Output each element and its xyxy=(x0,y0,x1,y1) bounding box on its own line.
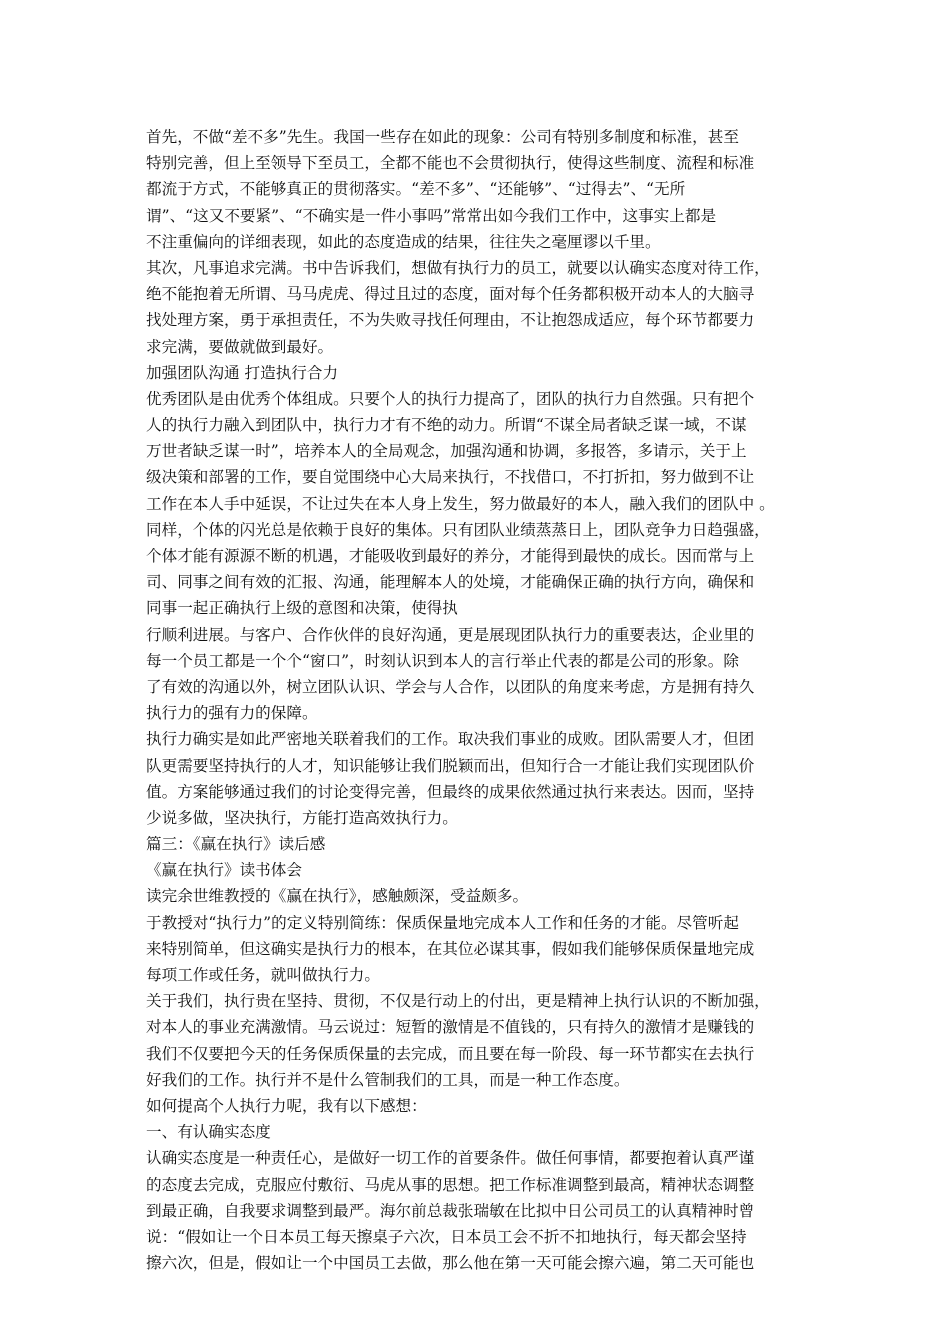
text-line: 首先，不做“差不多”先生。我国一些存在如此的现象：公司有特别多制度和标准，甚至 xyxy=(146,128,739,146)
text-line: 值。方案能够通过我们的讨论变得完善，但最终的成果依然通过执行来表达。因而，坚持 xyxy=(146,782,755,801)
text-line: 认确实态度是一种责任心，是做好一切工作的首要条件。做任何事情，都要抱着认真严谨 xyxy=(146,1149,755,1168)
document-body xyxy=(146,124,818,1276)
text-line: 的态度去完成，克服应付敷衍、马虎从事的思想。把工作标准调整到最高，精神状态调整 xyxy=(146,1175,755,1194)
text-line: 不注重偏向的详细表现，如此的态度造成的结果，往往失之毫厘谬以千里。 xyxy=(146,232,661,251)
text-line: 级决策和部署的工作，要自觉围绕中心大局来执行，不找借口，不打折扣，努力做到不让 xyxy=(146,468,755,487)
text-line: 个体才能有源源不断的机遇，才能吸收到最好的养分，才能得到最快的成长。因而常与上 xyxy=(146,547,755,565)
text-line: 人的执行力融入到团队中，执行力才有不绝的动力。所谓“不谋全局者缺乏谋一域，不谋 xyxy=(146,416,747,435)
text-line: 来特别简单，但这确实是执行力的根本，在其位必谋其事，假如我们能够保质保量地完成 xyxy=(146,939,755,958)
text-line: 特别完善，但上至领导下至员工，全都不能也不会贯彻执行，使得这些制度、流程和标准 xyxy=(146,154,755,173)
text-line: 如何提高个人执行力呢，我有以下感想： xyxy=(146,1096,427,1115)
text-line: 对本人的事业充满激情。马云说过：短暂的激情是不值钱的，只有持久的激情才是赚钱的 xyxy=(146,1018,755,1037)
text-line: 了有效的沟通以外，树立团队认识、学会与人合作，以团队的角度来考虑，方是拥有持久 xyxy=(146,677,755,696)
text-line: 读完余世维教授的《赢在执行》，感触颇深，受益颇多。 xyxy=(146,887,529,906)
text-line: 行顺利进展。与客户、合作伙伴的良好沟通，更是展现团队执行力的重要表达，企业里的 xyxy=(146,625,755,644)
text-line: 到最正确，自我要求调整到最严。海尔前总裁张瑞敏在比拟中日公司员工的认真精神时曾 xyxy=(146,1201,755,1220)
section-heading: 《赢在执行》读书体会 xyxy=(146,861,302,880)
text-line: 同事一起正确执行上级的意图和决策，使得执 xyxy=(146,599,458,618)
text-line: 队更需要坚持执行的人才，知识能够让我们脱颖而出，但知行合一才能让我们实现团队价 xyxy=(146,756,755,775)
chapter-title: 篇三：《赢在执行》读后感 xyxy=(146,835,326,854)
text-line: 擦六次，但是，假如让一个中国员工去做，那么他在第一天可能会擦六遍，第二天可能也 xyxy=(146,1254,755,1273)
text-line: 每一个员工都是一个个“窗口”，时刻认识到本人的言行举止代表的都是公司的形象。除 xyxy=(146,651,739,670)
text-line: 求完满，要做就做到最好。 xyxy=(146,337,334,356)
text-line: 说：“假如让一个日本员工每天擦桌子六次，日本员工会不折不扣地执行，每天都会坚持 xyxy=(146,1227,747,1246)
text-line: 万世者缺乏谋一时”，培养本人的全局观念，加强沟通和协调，多报答，多请示，关于上 xyxy=(146,442,747,461)
text-line: 关于我们，执行贵在坚持、贯彻，不仅是行动上的付出，更是精神上执行认识的不断加强， xyxy=(146,992,770,1011)
text-line: 我们不仅要把今天的任务保质保量的去完成，而且要在每一阶段、每一环节都实在去执行 xyxy=(146,1044,755,1063)
text-line: 工作在本人手中延误，不让过失在本人身上发生，努力做最好的本人，融入我们的团队中 。 xyxy=(146,494,775,513)
text-line: 司、同事之间有效的汇报、沟通，能理解本人的处境，才能确保正确的执行方向，确保和 xyxy=(146,573,755,592)
text-line: 绝不能抱着无所谓、马马虎虎、得过且过的态度，面对每个任务都积极开动本人的大脑寻 xyxy=(146,285,755,304)
section-heading: 加强团队沟通 打造执行合力 xyxy=(146,363,339,382)
text-line: 优秀团队是由优秀个体组成。只要个人的执行力提高了，团队的执行力自然强。只有把个 xyxy=(146,389,755,408)
text-line: 好我们的工作。执行并不是什么管制我们的工具，而是一种工作态度。 xyxy=(146,1070,630,1089)
section-heading: 一、有认确实态度 xyxy=(146,1123,271,1142)
text-line: 谓”、“这又不要紧”、“不确实是一件小事吗”常常出如今我们工作中，这事实上都是 xyxy=(146,206,717,225)
text-line: 执行力确实是如此严密地关联着我们的工作。取决我们事业的成败。团队需要人才，但团 xyxy=(146,730,755,749)
text-line: 于教授对“执行力”的定义特别简练：保质保量地完成本人工作和任务的才能。尽管听起 xyxy=(146,913,739,932)
text-line: 找处理方案，勇于承担责任，不为失败寻找任何理由，不让抱怨成适应，每个环节都要力 xyxy=(146,311,755,330)
text-line: 其次，凡事追求完满。书中告诉我们，想做有执行力的员工，就要以认确实态度对待工作， xyxy=(146,258,770,277)
text-line: 同样，个体的闪光总是依赖于良好的集体。只有团队业绩蒸蒸日上，团队竞争力日趋强盛， xyxy=(146,520,770,539)
text-line: 都流于方式，不能够真正的贯彻落实。“差不多”、“还能够”、“过得去”、“无所 xyxy=(146,180,686,199)
text-line: 每项工作或任务，就叫做执行力。 xyxy=(146,966,380,984)
text-line: 执行力的强有力的保障。 xyxy=(146,704,318,723)
text-line: 少说多做，坚决执行，方能打造高效执行力。 xyxy=(146,808,458,827)
